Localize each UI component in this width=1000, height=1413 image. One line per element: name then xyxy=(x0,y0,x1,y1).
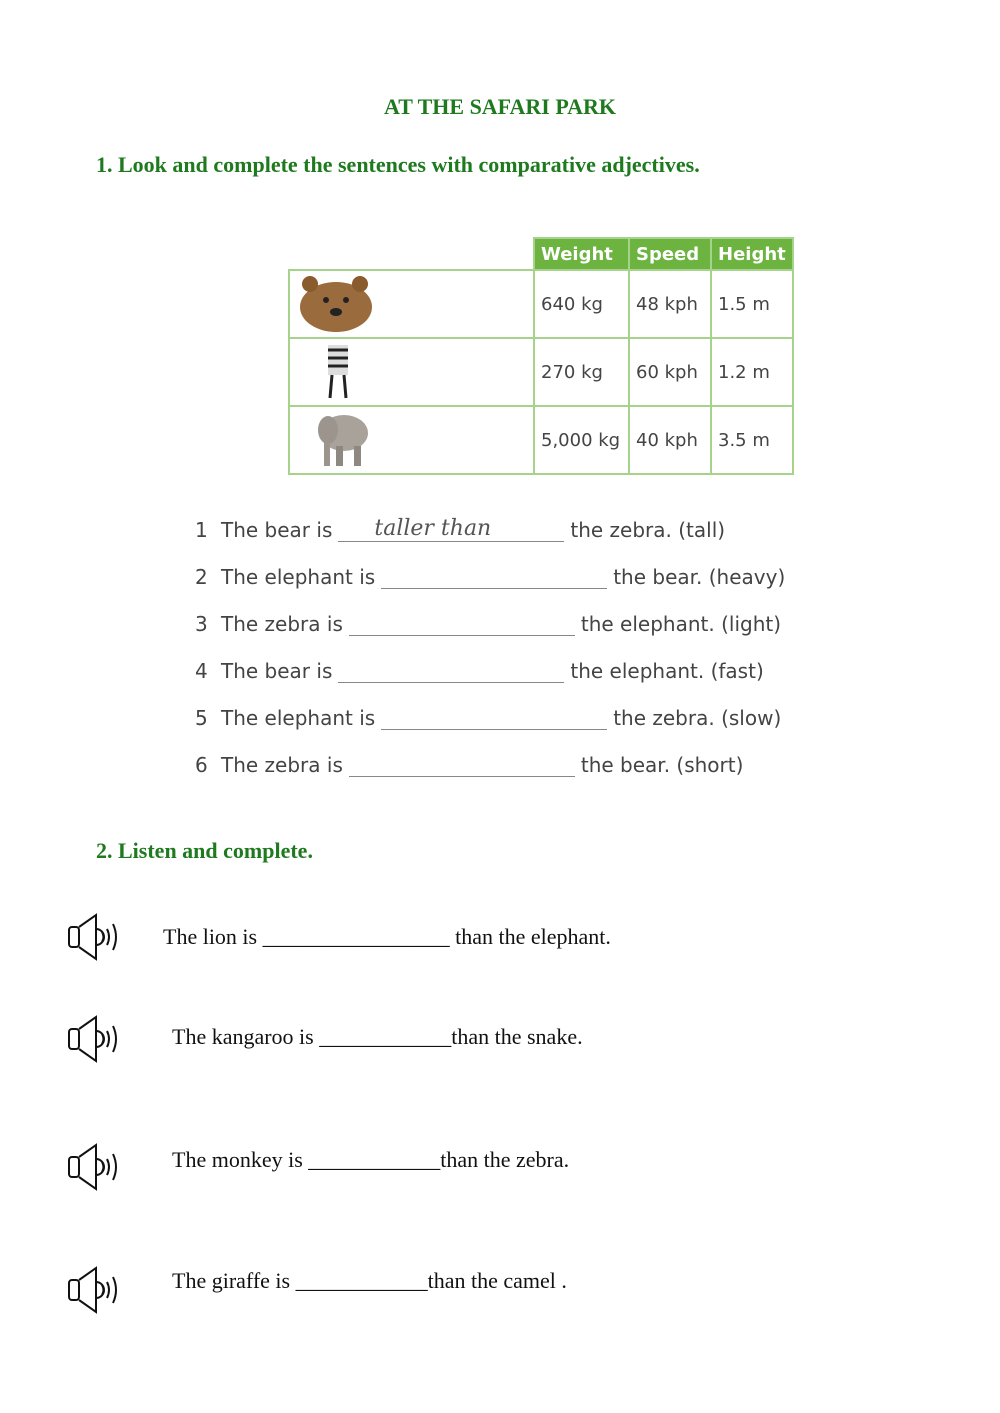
animal-table xyxy=(288,237,794,475)
sentence-number: 2 xyxy=(195,565,208,589)
listen-item-1: The lion is _________________ than the elephant. xyxy=(163,924,611,949)
speaker-icon[interactable] xyxy=(66,1142,126,1192)
sentence-3 xyxy=(195,612,781,636)
sentence-end: the bear. (heavy) xyxy=(613,565,786,589)
answer-blank[interactable] xyxy=(338,516,564,542)
sentence-start: The zebra is xyxy=(221,753,343,777)
sentence-start: The bear is xyxy=(221,518,333,542)
elephant-image xyxy=(289,406,534,474)
answer-blank[interactable] xyxy=(349,615,575,636)
bear-image xyxy=(289,270,534,338)
sentence-start: The zebra is xyxy=(221,612,343,636)
header-speed: Speed xyxy=(629,238,711,270)
bear-height: 1.5 m xyxy=(711,270,793,338)
sentence-end: the zebra. (tall) xyxy=(570,518,726,542)
zebra-speed: 60 kph xyxy=(629,338,711,406)
sentence-start: The elephant is xyxy=(221,565,376,589)
corner-cell xyxy=(295,238,527,268)
speaker-icon[interactable] xyxy=(66,1014,126,1064)
answer-blank[interactable] xyxy=(381,568,607,589)
elephant-height: 3.5 m xyxy=(711,406,793,474)
zebra-image xyxy=(289,338,534,406)
sentence-5 xyxy=(195,706,781,730)
answer-blank[interactable] xyxy=(381,709,607,730)
zebra-height: 1.2 m xyxy=(711,338,793,406)
speaker-icon[interactable] xyxy=(66,912,126,962)
elephant-speed: 40 kph xyxy=(629,406,711,474)
page-title: AT THE SAFARI PARK xyxy=(383,94,617,119)
header-height: Height xyxy=(711,238,793,270)
table-row xyxy=(289,338,793,406)
sentence-6 xyxy=(195,753,743,777)
zebra-weight: 270 kg xyxy=(534,338,629,406)
listen-item-3: The monkey is ____________than the zebra. xyxy=(172,1147,570,1172)
sentence-number: 5 xyxy=(195,706,208,730)
listen-item-4: The giraffe is ____________than the camel . xyxy=(172,1268,567,1293)
sentence-end: the bear. (short) xyxy=(580,753,744,777)
sentence-number: 3 xyxy=(195,612,208,636)
speaker-icon[interactable] xyxy=(66,1265,126,1315)
table-row xyxy=(289,270,793,338)
sentence-end: the elephant. (fast) xyxy=(570,659,764,683)
listen-item-2: The kangaroo is ____________than the snake. xyxy=(172,1024,583,1049)
sentence-1 xyxy=(195,518,725,542)
sentence-end: the elephant. (light) xyxy=(580,612,782,636)
table-row xyxy=(289,406,793,474)
header-weight: Weight xyxy=(534,238,629,270)
section2-heading: 2. Listen and complete. xyxy=(96,838,313,863)
answer-blank[interactable] xyxy=(338,662,564,683)
sentence-2 xyxy=(195,565,785,589)
section1-heading: 1. Look and complete the sentences with comparative adjectives. xyxy=(96,152,700,177)
sentence-start: The elephant is xyxy=(221,706,376,730)
sentence-number: 6 xyxy=(195,753,208,777)
bear-weight: 640 kg xyxy=(534,270,629,338)
sentence-start: The bear is xyxy=(221,659,333,683)
sentence-end: the zebra. (slow) xyxy=(613,706,782,730)
sentence-number: 4 xyxy=(195,659,208,683)
sentence-4 xyxy=(195,659,764,683)
bear-speed: 48 kph xyxy=(629,270,711,338)
elephant-weight: 5,000 kg xyxy=(534,406,629,474)
sentence-number: 1 xyxy=(195,518,208,542)
handwritten-answer: taller than xyxy=(374,516,492,541)
answer-blank[interactable] xyxy=(349,756,575,777)
